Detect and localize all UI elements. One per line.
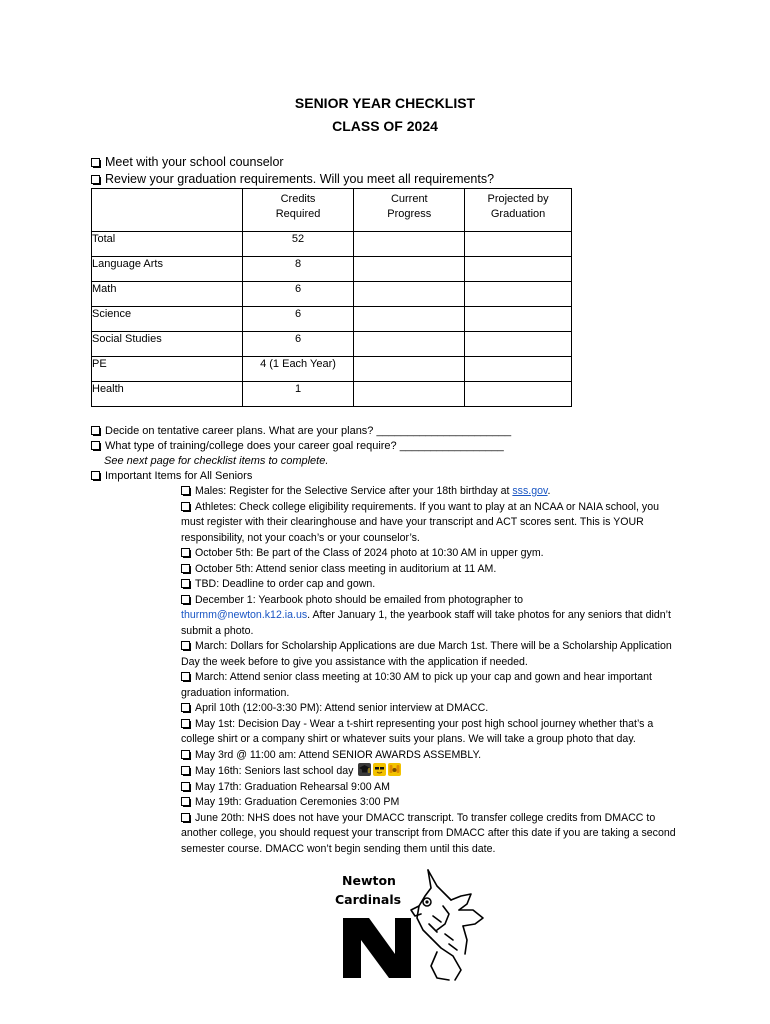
logo-text-newton: Newton — [342, 873, 396, 888]
page-title: SENIOR YEAR CHECKLIST — [294, 95, 476, 111]
list-item[interactable]: April 10th (12:00-3:30 PM): Attend senior interview at DMACC. — [181, 701, 681, 717]
checkbox-icon[interactable] — [181, 564, 190, 573]
projected-cell[interactable] — [465, 307, 572, 332]
current-progress-cell[interactable] — [354, 357, 465, 382]
checkbox-icon[interactable] — [91, 175, 100, 184]
required-cell: 6 — [242, 282, 354, 307]
subject-cell: Health — [92, 382, 243, 407]
table-row — [92, 257, 572, 282]
table-row — [92, 332, 572, 357]
sunglasses-face-icon — [373, 763, 386, 776]
list-item[interactable]: May 3rd @ 11:00 am: Attend SENIOR AWARDS ASSEMBLY. — [181, 748, 681, 764]
list-item[interactable]: TBD: Deadline to order cap and gown. — [181, 577, 681, 593]
checkbox-icon[interactable] — [181, 703, 190, 712]
required-cell: 1 — [242, 382, 354, 407]
current-progress-cell[interactable] — [354, 382, 465, 407]
list-item[interactable]: December 1: Yearbook photo should be emailed from photographer to thurmm@newton.k12.ia.us. After January 1, the yearbook staff will take photos for any seniors that didn’t submit a photo. — [181, 593, 671, 637]
subject-cell: Language Arts — [92, 257, 243, 282]
list-item[interactable]: March: Attend senior class meeting at 10:30 AM to pick up your cap and gown and hear important graduation information. — [181, 671, 652, 699]
list-item[interactable]: October 5th: Be part of the Class of 2024 photo at 10:30 AM in upper gym. — [181, 546, 681, 562]
header-projected: Projected by Graduation — [465, 189, 572, 232]
selective-service-link[interactable]: sss.gov — [512, 485, 548, 497]
projected-cell[interactable] — [465, 357, 572, 382]
checklist-item-important[interactable] — [91, 470, 252, 482]
subject-cell: Math — [92, 282, 243, 307]
list-item[interactable]: June 20th: NHS does not have your DMACC transcript. To transfer college credits from DMACC to another college, you should request your transcript from DMACC after this date if you are taking a second semester course. DMACC won’t begin sending them until this date. — [181, 811, 676, 855]
checklist-item-requirements[interactable] — [91, 172, 494, 186]
required-cell: 6 — [242, 307, 354, 332]
subject-cell: PE — [92, 357, 243, 382]
current-progress-cell[interactable] — [354, 257, 465, 282]
checkbox-icon[interactable] — [181, 579, 190, 588]
checkbox-icon[interactable] — [181, 750, 190, 759]
header-credits-required: Credits Required — [242, 189, 354, 232]
logo-text-cardinals: Cardinals — [335, 892, 402, 907]
checkbox-icon[interactable] — [91, 441, 100, 450]
see-next-page-note: See next page for checklist items to complete. — [104, 455, 329, 467]
subject-cell: Social Studies — [92, 332, 243, 357]
required-cell: 4 (1 Each Year) — [242, 357, 354, 382]
list-item[interactable]: May 19th: Graduation Ceremonies 3:00 PM — [181, 795, 681, 811]
checkbox-icon[interactable] — [181, 797, 190, 806]
table-row — [92, 382, 572, 407]
checklist-item-counselor[interactable] — [91, 155, 284, 169]
checklist-item-label: Important Items for All Seniors — [105, 470, 253, 482]
table-header-row — [92, 189, 572, 232]
checkbox-icon[interactable] — [181, 502, 190, 511]
header-current-progress: Current Progress — [354, 189, 465, 232]
current-progress-cell[interactable] — [354, 307, 465, 332]
table-row — [92, 232, 572, 257]
important-items-list — [181, 484, 681, 857]
list-item[interactable]: October 5th: Attend senior class meeting in auditorium at 11 AM. — [181, 562, 681, 578]
list-item[interactable]: Athletes: Check college eligibility requirements. If you want to play at an NCAA or NAIA school, you must register with their clearinghouse and have your transcript and ACT scores sent. This is YOUR responsibility, not your coach’s or your counselor’s. — [181, 500, 660, 544]
checkbox-icon[interactable] — [181, 548, 190, 557]
credits-table — [91, 188, 572, 407]
table-row — [92, 307, 572, 332]
table-row — [92, 357, 572, 382]
checkbox-icon[interactable] — [91, 158, 100, 167]
required-cell: 6 — [242, 332, 354, 357]
list-item[interactable]: May 1st: Decision Day - Wear a t-shirt representing your post high school journey whether that’s a college shirt or a company shirt or whatever suits your plans. We will take a group photo that day. — [181, 717, 654, 745]
projected-cell[interactable] — [465, 257, 572, 282]
checklist-item-label: Decide on tentative career plans. What are your plans? ______________________ — [105, 425, 512, 437]
required-cell: 8 — [242, 257, 354, 282]
cardinal-n-emblem-icon — [333, 866, 503, 986]
checkbox-icon[interactable] — [181, 766, 190, 775]
checkbox-icon[interactable] — [181, 595, 190, 604]
current-progress-cell[interactable] — [354, 332, 465, 357]
list-item[interactable]: Males: Register for the Selective Service after your 18th birthday at sss.gov. — [181, 484, 681, 500]
projected-cell[interactable] — [465, 382, 572, 407]
subject-cell: Total — [92, 232, 243, 257]
checkbox-icon[interactable] — [181, 782, 190, 791]
subject-cell: Science — [92, 307, 243, 332]
checklist-item-label: Meet with your school counselor — [105, 155, 284, 169]
checkbox-icon[interactable] — [181, 813, 190, 822]
checkbox-icon[interactable] — [181, 641, 190, 650]
checklist-item-training[interactable] — [91, 440, 504, 452]
checklist-item-label: Review your graduation requirements. Will you meet all requirements? — [105, 172, 495, 186]
yearbook-email-link[interactable]: thurmm@newton.k12.ia.us — [181, 609, 308, 621]
checkbox-icon[interactable] — [181, 672, 190, 681]
checkbox-icon[interactable] — [181, 719, 190, 728]
projected-cell[interactable] — [465, 282, 572, 307]
current-progress-cell[interactable] — [354, 232, 465, 257]
list-item[interactable]: May 17th: Graduation Rehearsal 9:00 AM — [181, 780, 681, 796]
list-item[interactable]: March: Dollars for Scholarship Applications are due March 1st. There will be a Scholarship Application Day the week before to give you assistance with the application if needed. — [181, 640, 672, 668]
checkbox-icon[interactable] — [91, 471, 100, 480]
checkbox-icon[interactable] — [91, 426, 100, 435]
projected-cell[interactable] — [465, 332, 572, 357]
projected-cell[interactable] — [465, 232, 572, 257]
page-subtitle: CLASS OF 2024 — [332, 118, 438, 134]
newton-cardinals-logo — [333, 866, 503, 986]
current-progress-cell[interactable] — [354, 282, 465, 307]
checklist-item-label: What type of training/college does your career goal require? _________________ — [105, 440, 504, 452]
raising-hands-icon — [388, 763, 401, 776]
table-row — [92, 282, 572, 307]
checklist-item-career[interactable] — [91, 425, 511, 437]
checkbox-icon[interactable] — [181, 486, 190, 495]
graduation-cap-icon — [358, 763, 371, 776]
list-item[interactable]: May 16th: Seniors last school day — [181, 763, 681, 780]
required-cell: 52 — [242, 232, 354, 257]
header-subject — [92, 189, 243, 232]
